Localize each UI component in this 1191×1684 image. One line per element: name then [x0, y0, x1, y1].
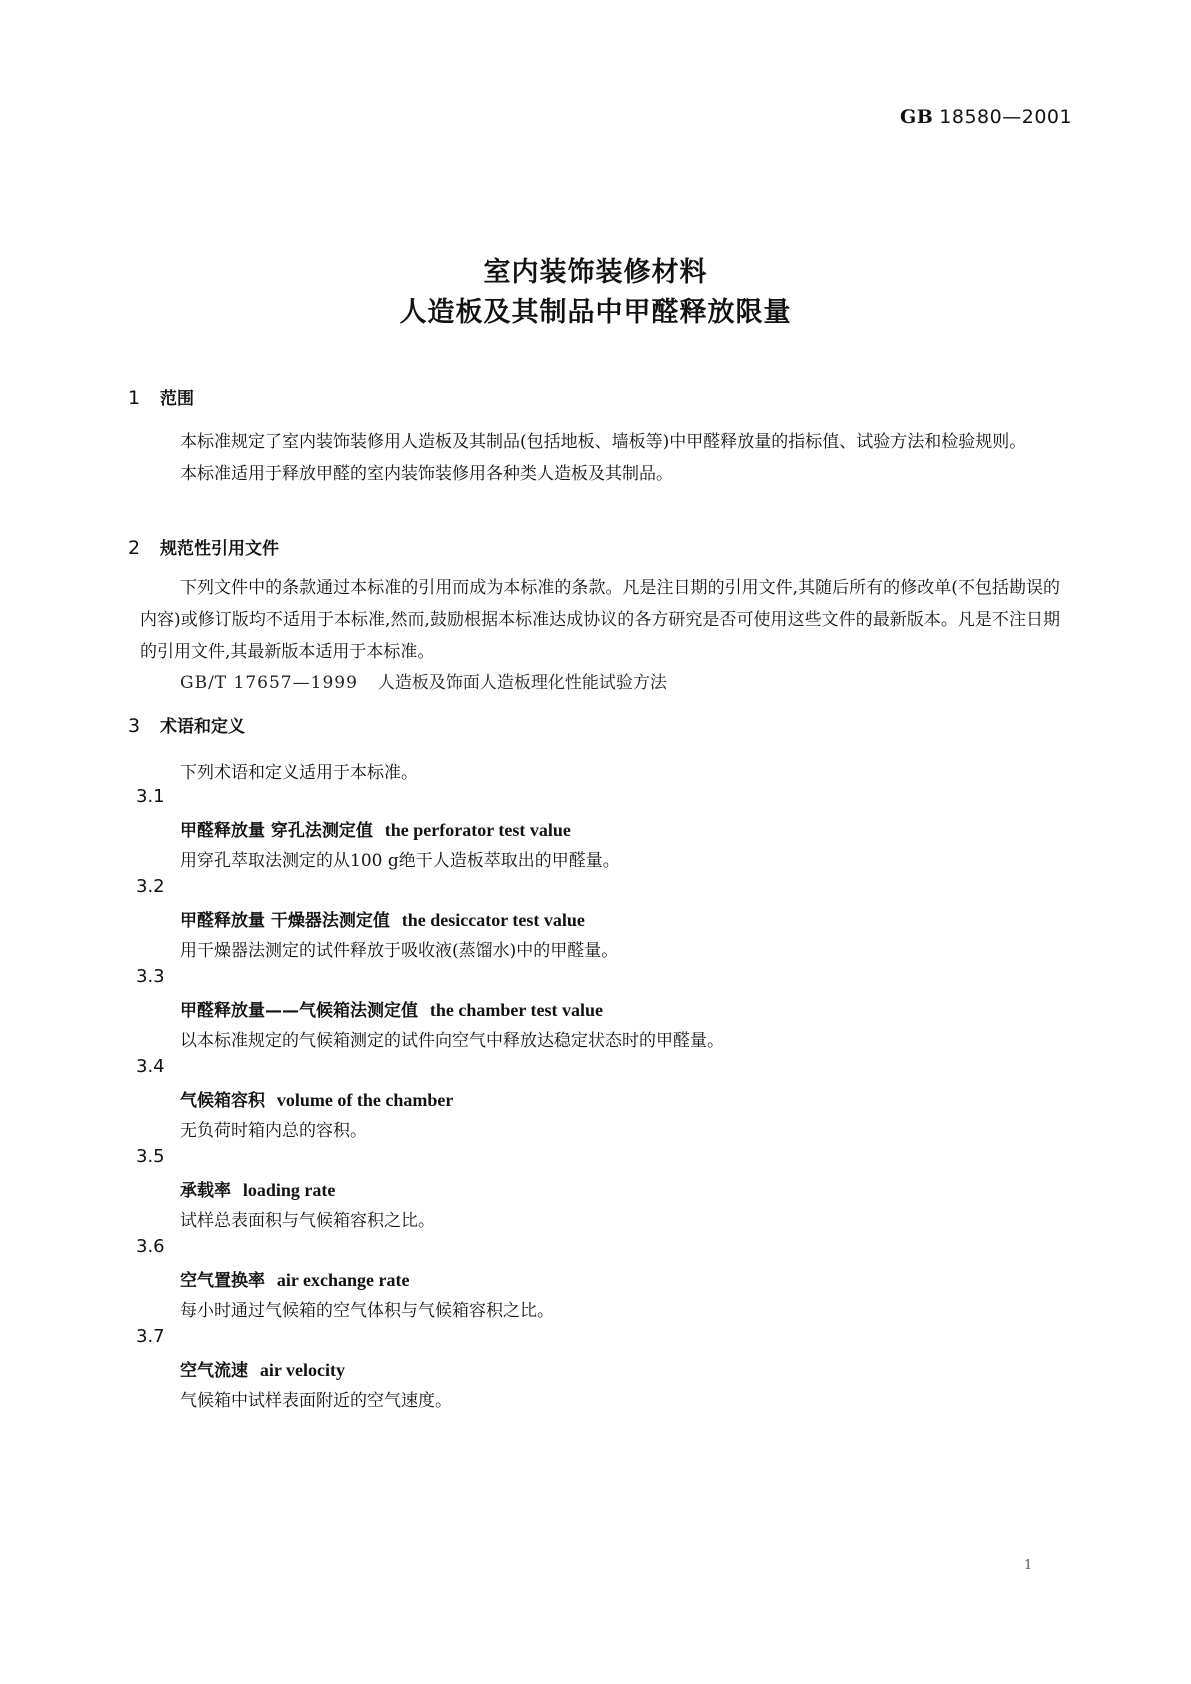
term-definition: 气候箱中试样表面附近的空气速度。 — [180, 1391, 452, 1411]
paragraph: 下列文件中的条款通过本标准的引用而成为本标准的条款。凡是注日期的引用文件,其随后所有的修改单(不包括勘误的内容)或修订版均不适用于本标准,然而,鼓励根据本标准达成协议的各方研究是否可使用这些文件的最新版本。凡是不注日期的引用文件,其最新版本适用于本标准。 — [140, 578, 1060, 662]
term-zh: 甲醛释放量 穿孔法测定值 — [180, 821, 373, 841]
section-2-body — [140, 572, 1060, 668]
normative-reference — [180, 668, 667, 693]
document-title-line2: 人造板及其制品中甲醛释放限量 — [399, 297, 792, 328]
section-title: 规范性引用文件 — [160, 539, 279, 559]
section-3-heading — [128, 712, 245, 737]
section-number: 1 — [128, 387, 141, 409]
term-heading — [180, 996, 603, 1021]
term-en: air velocity — [259, 1360, 345, 1380]
term-definition: 每小时通过气候箱的空气体积与气候箱容积之比。 — [180, 1301, 554, 1321]
term-number: 3.4 — [136, 1056, 165, 1077]
term-number: 3.7 — [136, 1326, 165, 1347]
term-zh: 甲醛释放量 干燥器法测定值 — [180, 911, 390, 931]
term-zh: 承载率 — [180, 1181, 231, 1201]
section-title: 术语和定义 — [160, 717, 245, 737]
term-en: the perforator test value — [384, 820, 571, 840]
term-zh: 空气流速 — [180, 1361, 248, 1381]
term-number: 3.3 — [136, 966, 165, 987]
section-2-heading — [128, 534, 279, 559]
document-title-line1: 室内装饰装修材料 — [483, 257, 708, 288]
term-definition: 试样总表面积与气候箱容积之比。 — [180, 1211, 435, 1231]
term-number: 3.2 — [136, 876, 165, 897]
reference-code: GB/T 17657—1999 — [180, 673, 358, 693]
term-heading — [180, 1266, 409, 1291]
term-definition: 用干燥器法测定的试件释放于吸收液(蒸馏水)中的甲醛量。 — [180, 941, 619, 961]
term-en: volume of the chamber — [276, 1090, 454, 1110]
section-1-body — [140, 426, 1060, 490]
term-zh: 空气置换率 — [180, 1271, 265, 1291]
term-definition: 以本标准规定的气候箱测定的试件向空气中释放达稳定状态时的甲醛量。 — [180, 1031, 724, 1051]
section-number: 2 — [128, 537, 141, 559]
reference-title: 人造板及饰面人造板理化性能试验方法 — [377, 673, 667, 693]
term-heading — [180, 1086, 453, 1111]
term-en: loading rate — [242, 1180, 336, 1200]
term-en: the chamber test value — [429, 1000, 603, 1020]
term-definition: 无负荷时箱内总的容积。 — [180, 1121, 367, 1141]
section-number: 3 — [128, 715, 141, 737]
term-heading — [180, 1356, 345, 1381]
term-number: 3.6 — [136, 1236, 165, 1257]
paragraph: 本标准适用于释放甲醛的室内装饰装修用各种类人造板及其制品。 — [180, 464, 673, 484]
section-1-heading — [128, 384, 194, 409]
paragraph: 本标准规定了室内装饰装修用人造板及其制品(包括地板、墙板等)中甲醛释放量的指标值、试验方法和检验规则。 — [180, 432, 1027, 452]
term-heading — [180, 1176, 335, 1201]
term-en: the desiccator test value — [401, 910, 585, 930]
term-definition: 用穿孔萃取法测定的从100 g绝干人造板萃取出的甲醛量。 — [180, 851, 620, 871]
term-heading — [180, 906, 585, 931]
standard-prefix: GB — [900, 106, 934, 128]
term-number: 3.1 — [136, 786, 165, 807]
section-title: 范围 — [160, 389, 194, 409]
section-3-intro: 下列术语和定义适用于本标准。 — [180, 763, 418, 783]
term-zh: 甲醛释放量——气候箱法测定值 — [180, 1001, 418, 1021]
term-number: 3.5 — [136, 1146, 165, 1167]
term-en: air exchange rate — [276, 1270, 410, 1290]
standard-code — [900, 106, 1072, 128]
page-number: 1 — [1024, 1558, 1033, 1573]
term-heading — [180, 816, 571, 841]
standard-number: 18580—2001 — [939, 106, 1073, 128]
term-zh: 气候箱容积 — [180, 1091, 265, 1111]
